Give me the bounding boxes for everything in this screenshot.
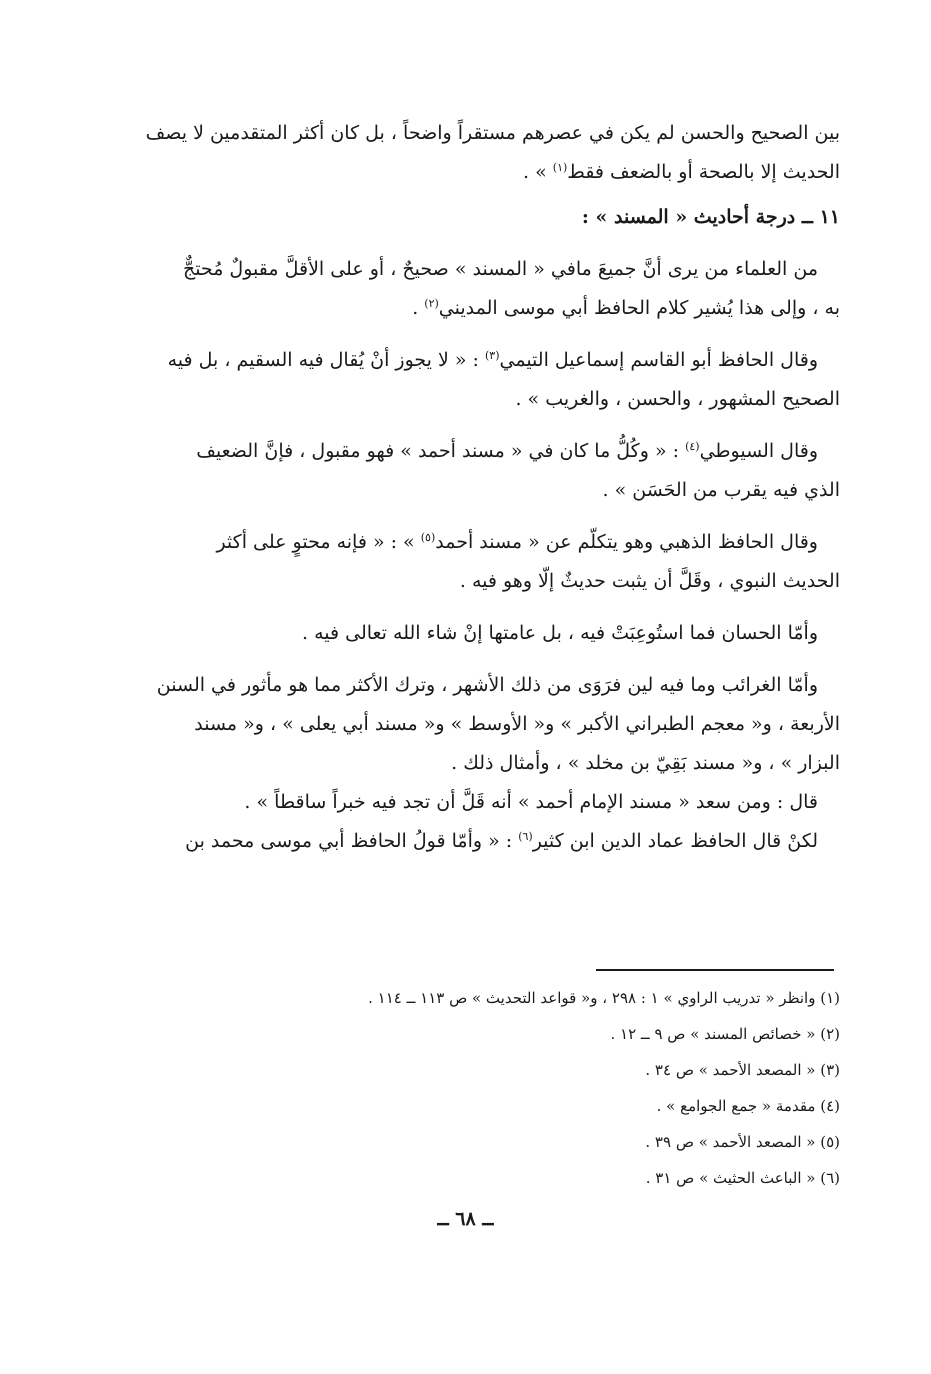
paragraph-6: وأمّا الحسان فما استُوعِبَتْ فيه ، بل عامتها إنْ شاء الله تعالى فيه . bbox=[301, 622, 818, 644]
footnote-2: (٢) « خصائص المسند » ص ٩ ــ ١٢ . bbox=[610, 1025, 840, 1043]
paragraph-1-end: » . bbox=[523, 161, 553, 183]
paragraph-3-line-2: الصحيح المشهور ، والحسن ، والغريب » . bbox=[515, 388, 840, 410]
footnote-ref-6: (٦) bbox=[518, 829, 533, 843]
paragraph-5 bbox=[96, 523, 840, 601]
page-number: ــ ٦٨ ــ bbox=[437, 1208, 494, 1230]
paragraph-7 bbox=[96, 666, 840, 783]
footnotes bbox=[150, 980, 840, 1196]
footnote-5: (٥) « المصعد الأحمد » ص ٣٩ . bbox=[645, 1133, 840, 1151]
footnote-separator bbox=[596, 969, 834, 971]
footnote-6: (٦) « الباعث الحثيث » ص ٣١ . bbox=[645, 1169, 840, 1187]
footnote-ref-3: (٣) bbox=[484, 348, 500, 362]
paragraph-7-line-3: البزار » ، و« مسند بَقِيّ بن مخلد » ، وأمثال ذلك . bbox=[451, 752, 840, 774]
footnote-1: (١) وانظر « تدريب الراوي » ١ : ٢٩٨ ، و« قواعد التحديث » ص ١١٣ ــ ١١٤ . bbox=[368, 989, 840, 1007]
paragraph-4-line-2: الذي فيه يقرب من الحَسَن » . bbox=[602, 479, 840, 501]
paragraph-1 bbox=[96, 114, 840, 192]
footnote-ref-5: (٥) bbox=[420, 530, 436, 544]
paragraph-9-line-1a: لكنْ قال الحافظ عماد الدين ابن كثير bbox=[532, 830, 818, 852]
paragraph-5-line-1b: » : « فإنه محتوٍ على أكثر bbox=[216, 531, 421, 553]
paragraph-5-line-2: الحديث النبوي ، وقَلَّ أن يثبت حديثٌ إلّا وهو فيه . bbox=[459, 570, 840, 592]
paragraph-8: قال : ومن سعد « مسند الإمام أحمد » أنه قَلَّ أن تجد فيه خبراً ساقطاً » . bbox=[244, 791, 818, 813]
section-heading: ١١ ــ درجة أحاديث « المسند » : bbox=[581, 206, 840, 228]
paragraph-5-line-1a: وقال الحافظ الذهبي وهو يتكلّم عن « مسند أحمد bbox=[435, 531, 818, 553]
paragraph-2-line-1: من العلماء من يرى أنَّ جميعَ مافي « المسند » صحيحٌ ، أو على الأقلَّ مقبولٌ مُحتجٌّ bbox=[182, 258, 818, 280]
footnote-3: (٣) « المصعد الأحمد » ص ٣٤ . bbox=[645, 1061, 840, 1079]
paragraph-1-line-1: بين الصحيح والحسن لم يكن في عصرهم مستقراً واضحاً ، بل كان أكثر المتقدمين لا يصف bbox=[145, 122, 840, 144]
paragraph-7-line-1: وأمّا الغرائب وما فيه لين فرَوَى من ذلك الأشهر ، وترك الأكثر مما هو مأثور في السنن bbox=[156, 674, 818, 696]
paragraph-4 bbox=[96, 432, 840, 510]
paragraph-2-line-2: به ، وإلى هذا يُشير كلام الحافظ أبي موسى المديني bbox=[438, 297, 840, 319]
footnote-ref-2: (٢) bbox=[424, 296, 439, 310]
paragraph-4-line-1a: وقال السيوطي bbox=[699, 440, 818, 462]
paragraph-3-line-1b: : « لا يجوز أنْ يُقال فيه السقيم ، بل فيه bbox=[167, 349, 485, 371]
paragraph-3-line-1a: وقال الحافظ أبو القاسم إسماعيل التيمي bbox=[499, 349, 818, 371]
main-text bbox=[96, 114, 840, 861]
footnote-ref-4: (٤) bbox=[685, 439, 700, 453]
paragraph-9-line-1b: : « وأمّا قولُ الحافظ أبي موسى محمد بن bbox=[185, 830, 519, 852]
footnote-ref-1: (١) bbox=[552, 160, 568, 174]
paragraph-3 bbox=[96, 341, 840, 419]
paragraph-2-end: . bbox=[412, 297, 425, 319]
paragraph-9 bbox=[96, 822, 840, 861]
paragraph-1-line-2: الحديث إلا بالصحة أو بالضعف فقط bbox=[567, 161, 840, 183]
paragraph-2 bbox=[96, 250, 840, 328]
paragraph-7-line-2: الأربعة ، و« معجم الطبراني الأكبر » و« الأوسط » و« مسند أبي يعلى » ، و« مسند bbox=[194, 713, 840, 735]
paragraph-4-line-1b: : « وكُلُّ ما كان في « مسند أحمد » فهو مقبول ، فإنَّ الضعيف bbox=[196, 440, 686, 462]
footnote-4: (٤) مقدمة « جمع الجوامع » . bbox=[656, 1097, 840, 1115]
